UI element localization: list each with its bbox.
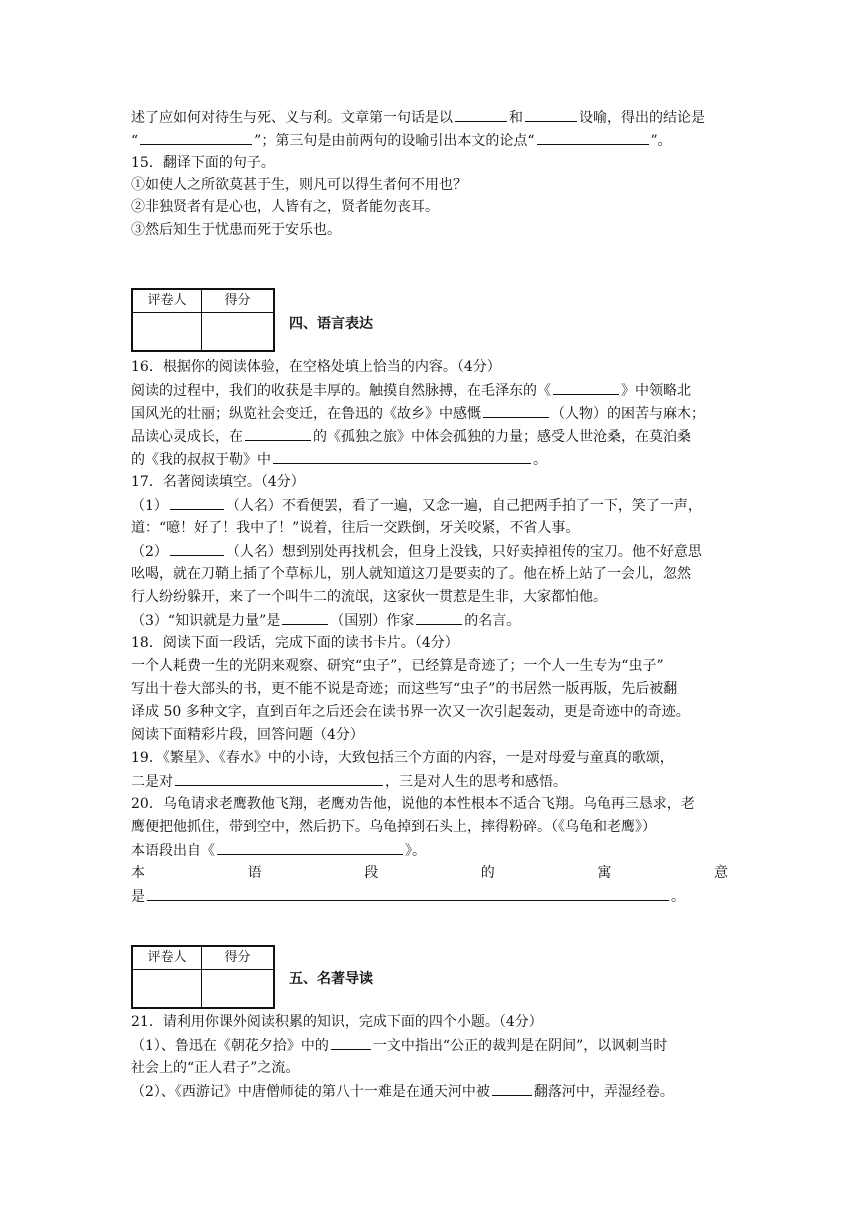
text-line: “ ”；第三句是由前两句的设喻引出本文的论点“ ”。 bbox=[131, 130, 731, 151]
score-box bbox=[131, 288, 275, 352]
question-18-title: 18．阅读下面一段话，完成下面的读书卡片。（4分） bbox=[131, 635, 459, 651]
sentence-2: ②非独贤者有是心也，人皆有之，贤者能勿丧耳。 bbox=[131, 199, 439, 215]
question-20-line: 20．乌龟请求老鹰教他飞翔，老鹰劝告他，说他的本性根本不适合飞翔。乌龟再三恳求，老 bbox=[131, 796, 695, 812]
fill-blank[interactable] bbox=[416, 610, 462, 625]
text-line: （1）、鲁迅在《朝花夕拾》中的 一文中指出“公正的裁判是在阴间”，以讽刺当时 bbox=[131, 1035, 731, 1056]
question-21-title: 21．请利用你课外阅读积累的知识，完成下面的四个小题。（4分） bbox=[131, 1014, 543, 1030]
score-box bbox=[131, 945, 275, 1009]
text-line: 阅读的过程中，我们的收获是丰厚的。触摸自然脉搏，在毛泽东的《 》中领略北 bbox=[131, 380, 731, 401]
fill-blank[interactable] bbox=[331, 1035, 371, 1050]
fill-blank[interactable] bbox=[140, 130, 252, 145]
text-line: （3）“知识就是力量”是 （国别）作家 的名言。 bbox=[131, 610, 731, 631]
question-17-title: 17．名著阅读填空。（4分） bbox=[131, 474, 305, 490]
fill-blank[interactable] bbox=[273, 449, 531, 464]
fill-blank[interactable] bbox=[492, 1081, 532, 1096]
score-cell[interactable] bbox=[202, 313, 273, 350]
fill-blank[interactable] bbox=[282, 610, 328, 625]
fill-blank[interactable] bbox=[217, 840, 403, 855]
score-label: 得分 bbox=[224, 293, 251, 308]
text-line: 述了应如何对待生与死、义与利。文章第一句话是以 和 设喻，得出的结论是 bbox=[131, 107, 731, 128]
fill-blank[interactable] bbox=[455, 107, 507, 122]
text-line: 吆喝，就在刀鞘上插了个草标儿，别人就知道这刀是要卖的了。他在桥上站了一会儿，忽然 bbox=[131, 566, 691, 582]
text-line: （1） （人名）不看便罢，看了一遍，又念一遍，自己把两手拍了一下，笑了一声， bbox=[131, 495, 731, 516]
section-4-title: 四、语言表达 bbox=[289, 316, 373, 332]
text-line: 行人纷纷躲开，来了一个叫牛二的流氓，这家伙一贯惹是生非，大家都怕他。 bbox=[131, 589, 607, 605]
fill-blank[interactable] bbox=[525, 107, 577, 122]
fill-blank[interactable] bbox=[483, 403, 549, 418]
text-line: 一个人耗费一生的光阴来观察、研究“虫子”，已经算是奇迹了；一个人一生专为“虫子” bbox=[131, 658, 664, 674]
fill-blank[interactable] bbox=[537, 130, 649, 145]
text-line: 社会上的“正人君子”之流。 bbox=[131, 1060, 300, 1076]
score-cell[interactable] bbox=[202, 970, 273, 1007]
reviewer-cell[interactable] bbox=[133, 313, 201, 350]
text-line: 本语段出自《 》。 bbox=[131, 840, 731, 861]
text-line: 阅读下面精彩片段，回答问题（4分） bbox=[131, 727, 364, 743]
score-label: 得分 bbox=[224, 950, 251, 965]
text-line: 译成 50 多种文字，直到百年之后还会在读书界一次又一次引起轰动，更是奇迹中的奇迹。 bbox=[131, 704, 690, 720]
reviewer-cell[interactable] bbox=[133, 970, 201, 1007]
question-16-title: 16．根据你的阅读体验，在空格处填上恰当的内容。（4分） bbox=[131, 359, 501, 375]
fill-blank[interactable] bbox=[175, 771, 383, 786]
fill-blank[interactable] bbox=[147, 886, 669, 901]
text-line: 鹰便把他抓住，带到空中，然后扔下。乌龟掉到石头上，摔得粉碎。（《乌龟和老鹰》） bbox=[131, 819, 656, 835]
question-19-line: 19．《繁星》、《春水》中的小诗，大致包括三个方面的内容，一是对母爱与童真的歌颂， bbox=[131, 750, 674, 766]
fill-blank[interactable] bbox=[245, 426, 311, 441]
fill-blank[interactable] bbox=[553, 380, 619, 395]
fill-blank[interactable] bbox=[170, 495, 224, 510]
text-line: 写出十卷大部头的书，更不能不说是奇迹；而这些写“虫子”的书居然一版再版，先后被翻 bbox=[131, 681, 678, 697]
spread-text-line: 本 语 段 的 寓 意 bbox=[131, 865, 728, 881]
section-5-title: 五、名著导读 bbox=[289, 971, 373, 987]
sentence-3: ③然后知生于忧患而死于安乐也。 bbox=[131, 222, 341, 238]
reviewer-label: 评卷人 bbox=[147, 293, 187, 308]
reviewer-label: 评卷人 bbox=[147, 950, 187, 965]
text-line: 是 。 bbox=[131, 886, 731, 907]
fill-blank[interactable] bbox=[170, 541, 224, 556]
text-line: （2）、《西游记》中唐僧师徒的第八十一难是在通天河中被 翻落河中，弄湿经卷。 bbox=[131, 1081, 731, 1102]
text-line: 品读心灵成长，在 的《孤独之旅》中体会孤独的力量；感受人世沧桑，在莫泊桑 bbox=[131, 426, 731, 447]
text-line: 国风光的壮丽；纵览社会变迁，在鲁迅的《故乡》中感慨 （人物）的困苦与麻木； bbox=[131, 403, 731, 424]
text-line: 的《我的叔叔于勒》中 。 bbox=[131, 449, 731, 470]
question-15-title: 15．翻译下面的句子。 bbox=[131, 155, 275, 171]
text-line: 道：“噫！好了！我中了！”说着，往后一交跌倒，牙关咬紧，不省人事。 bbox=[131, 520, 580, 536]
text-line: 二是对 ，三是对人生的思考和感悟。 bbox=[131, 771, 731, 792]
text-line: （2） （人名）想到别处再找机会，但身上没钱，只好卖掉祖传的宝刀。他不好意思 bbox=[131, 541, 731, 562]
sentence-1: ①如使人之所欲莫甚于生，则凡可以得生者何不用也？ bbox=[131, 177, 467, 193]
